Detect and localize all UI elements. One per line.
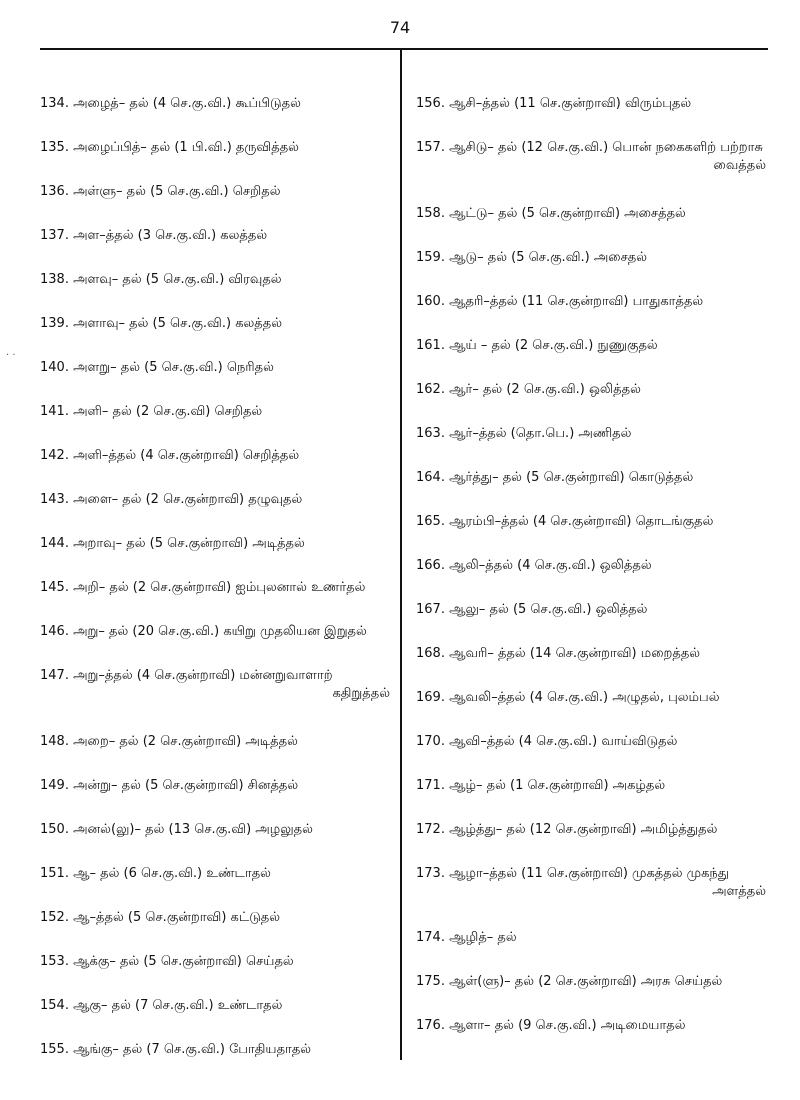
entry-number: 156. bbox=[416, 96, 445, 111]
entry-number: 140. bbox=[40, 360, 69, 375]
entry-text: அறு– தல் (20 செ.கு.வி.) கயிறு முதலியன இறுதல் bbox=[73, 624, 367, 639]
verb-entry bbox=[416, 821, 766, 839]
entry-text: ஆள்(ளு)– தல் (2 செ.குன்றாவி) அரசு செய்தல் bbox=[449, 974, 723, 989]
entry-text: அறி– தல் (2 செ.குன்றாவி) ஐம்புலனால் உணர்தல் bbox=[73, 580, 366, 595]
verb-entry bbox=[416, 1017, 766, 1035]
entry-text: ஆர்–த்தல் (தொ.பெ.) அணிதல் bbox=[449, 426, 632, 441]
verb-entry bbox=[416, 777, 766, 795]
entry-number: 166. bbox=[416, 558, 445, 573]
verb-entry bbox=[416, 205, 766, 223]
entry-number: 159. bbox=[416, 250, 445, 265]
verb-entry bbox=[416, 865, 766, 901]
entry-number: 163. bbox=[416, 426, 445, 441]
entry-number: 157. bbox=[416, 140, 445, 155]
entry-number: 154. bbox=[40, 998, 69, 1013]
entry-text: ஆவரி– த்தல் (14 செ.குன்றாவி) மறைத்தல் bbox=[449, 646, 701, 661]
entry-text: ஆதரி–த்தல் (11 செ.குன்றாவி) பாதுகாத்தல் bbox=[449, 294, 704, 309]
entry-number: 158. bbox=[416, 206, 445, 221]
entry-text: ஆழா–த்தல் (11 செ.குன்றாவி) முகத்தல் முகந்து bbox=[449, 866, 730, 881]
entry-text: அளவு– தல் (5 செ.கு.வி.) விரவுதல் bbox=[73, 272, 282, 287]
entry-number: 153. bbox=[40, 954, 69, 969]
entry-text: ஆகு– தல் (7 செ.கு.வி.) உண்டாதல் bbox=[73, 998, 283, 1013]
entry-text: அன்று– தல் (5 செ.குன்றாவி) சினத்தல் bbox=[73, 778, 299, 793]
entry-text: அளறு– தல் (5 செ.கு.வி.) நெரிதல் bbox=[73, 360, 274, 375]
entry-number: 155. bbox=[40, 1042, 69, 1057]
entry-text: ஆவி–த்தல் (4 செ.கு.வி.) வாய்விடுதல் bbox=[449, 734, 678, 749]
entry-number: 142. bbox=[40, 448, 69, 463]
entry-number: 174. bbox=[416, 930, 445, 945]
entry-number: 147. bbox=[40, 668, 69, 683]
entry-text: ஆடு– தல் (5 செ.கு.வி.) அசைதல் bbox=[449, 250, 648, 265]
entry-continuation: கதிறுத்தல் bbox=[332, 686, 390, 701]
verb-entry bbox=[416, 469, 766, 487]
entry-number: 137. bbox=[40, 228, 69, 243]
page-number: 74 bbox=[389, 18, 411, 37]
verb-entry bbox=[416, 139, 766, 175]
entry-text: அழைத்– தல் (4 செ.கு.வி.) கூப்பிடுதல் bbox=[73, 96, 301, 111]
entry-text: ஆர்த்து– தல் (5 செ.குன்றாவி) கொடுத்தல் bbox=[449, 470, 694, 485]
entry-number: 167. bbox=[416, 602, 445, 617]
entry-text: அள–த்தல் (3 செ.கு.வி.) கலத்தல் bbox=[73, 228, 268, 243]
verb-entry bbox=[416, 689, 766, 707]
entry-text: ஆர்– தல் (2 செ.கு.வி.) ஒலித்தல் bbox=[449, 382, 641, 397]
entry-text: ஆ–த்தல் (5 செ.குன்றாவி) கட்டுதல் bbox=[73, 910, 281, 925]
verb-entry bbox=[416, 513, 766, 531]
entry-number: 152. bbox=[40, 910, 69, 925]
entry-text: ஆழித்– தல் bbox=[449, 930, 517, 945]
entry-text: ஆய் – தல் (2 செ.கு.வி.) நுணுகுதல் bbox=[449, 338, 658, 353]
entry-number: 162. bbox=[416, 382, 445, 397]
entry-number: 173. bbox=[416, 866, 445, 881]
entry-number: 146. bbox=[40, 624, 69, 639]
entry-text: ஆலு– தல் (5 செ.கு.வி.) ஒலித்தல் bbox=[449, 602, 648, 617]
entry-number: 149. bbox=[40, 778, 69, 793]
verb-entry bbox=[416, 293, 766, 311]
entry-number: 141. bbox=[40, 404, 69, 419]
entry-text: அறாவு– தல் (5 செ.குன்றாவி) அடித்தல் bbox=[73, 536, 305, 551]
verb-entry bbox=[416, 973, 766, 991]
entry-continuation: அளத்தல் bbox=[712, 884, 766, 899]
entry-number: 170. bbox=[416, 734, 445, 749]
verb-entry bbox=[416, 733, 766, 751]
verb-entry bbox=[416, 557, 766, 575]
verb-entry bbox=[416, 249, 766, 267]
entry-text: அளை– தல் (2 செ.குன்றாவி) தழுவுதல் bbox=[73, 492, 303, 507]
entry-text: அளி– தல் (2 செ.கு.வி) செறிதல் bbox=[73, 404, 263, 419]
verb-entry bbox=[416, 381, 766, 399]
entry-text: அறை– தல் (2 செ.குன்றாவி) அடித்தல் bbox=[73, 734, 298, 749]
entry-number: 171. bbox=[416, 778, 445, 793]
entry-text: ஆழ்– தல் (1 செ.குன்றாவி) அகழ்தல் bbox=[449, 778, 666, 793]
entry-number: 176. bbox=[416, 1018, 445, 1033]
entry-text: ஆ– தல் (6 செ.கு.வி.) உண்டாதல் bbox=[73, 866, 271, 881]
entry-text: அள்ளு– தல் (5 செ.கு.வி.) செறிதல் bbox=[73, 184, 281, 199]
entry-text: அளாவு– தல் (5 செ.கு.வி.) கலத்தல் bbox=[73, 316, 283, 331]
entry-number: 138. bbox=[40, 272, 69, 287]
verb-entry bbox=[416, 929, 766, 947]
entry-number: 168. bbox=[416, 646, 445, 661]
entry-number: 151. bbox=[40, 866, 69, 881]
entry-text: ஆசிடு– தல் (12 செ.கு.வி.) பொன் நகைகளிற் பற்றாசு bbox=[449, 140, 763, 155]
entry-text: அனல்(லு)– தல் (13 செ.கு.வி) அழலுதல் bbox=[73, 822, 313, 837]
entry-text: அறு–த்தல் (4 செ.குன்றாவி) மன்னறுவாளாற் bbox=[73, 668, 333, 683]
entry-number: 160. bbox=[416, 294, 445, 309]
entry-continuation: வைத்தல் bbox=[713, 158, 766, 173]
entry-text: ஆரம்பி–த்தல் (4 செ.குன்றாவி) தொடங்குதல் bbox=[449, 514, 714, 529]
entry-number: 165. bbox=[416, 514, 445, 529]
entry-number: 134. bbox=[40, 96, 69, 111]
entry-number: 144. bbox=[40, 536, 69, 551]
entry-number: 175. bbox=[416, 974, 445, 989]
entry-number: 145. bbox=[40, 580, 69, 595]
verb-entry bbox=[416, 601, 766, 619]
entry-text: ஆலி–த்தல் (4 செ.கு.வி.) ஒலித்தல் bbox=[449, 558, 652, 573]
entry-text: ஆழ்த்து– தல் (12 செ.குன்றாவி) அமிழ்த்துதல் bbox=[449, 822, 718, 837]
verb-entry bbox=[416, 645, 766, 663]
entry-number: 169. bbox=[416, 690, 445, 705]
entry-text: ஆக்கு– தல் (5 செ.குன்றாவி) செய்தல் bbox=[73, 954, 294, 969]
entry-number: 139. bbox=[40, 316, 69, 331]
margin-speck: . . bbox=[6, 347, 16, 358]
entry-number: 135. bbox=[40, 140, 69, 155]
entry-text: ஆளா– தல் (9 செ.கு.வி.) அடிமையாதல் bbox=[449, 1018, 686, 1033]
entry-text: ஆசி–த்தல் (11 செ.குன்றாவி) விரும்புதல் bbox=[449, 96, 692, 111]
entry-text: அழைப்பித்– தல் (1 பி.வி.) தருவித்தல் bbox=[73, 140, 299, 155]
entry-text: ஆட்டு– தல் (5 செ.குன்றாவி) அசைத்தல் bbox=[449, 206, 686, 221]
entry-text: ஆங்கு– தல் (7 செ.கு.வி.) போதியதாதல் bbox=[73, 1042, 312, 1057]
verb-entry bbox=[416, 95, 766, 113]
entry-text: அளி–த்தல் (4 செ.குன்றாவி) செறித்தல் bbox=[73, 448, 300, 463]
entry-number: 164. bbox=[416, 470, 445, 485]
entry-number: 143. bbox=[40, 492, 69, 507]
entry-number: 136. bbox=[40, 184, 69, 199]
entry-number: 161. bbox=[416, 338, 445, 353]
verb-entry bbox=[416, 425, 766, 443]
entry-number: 150. bbox=[40, 822, 69, 837]
entry-text: ஆவலி–த்தல் (4 செ.கு.வி.) அழுதல், புலம்பல் bbox=[449, 690, 720, 705]
entry-number: 148. bbox=[40, 734, 69, 749]
entry-number: 172. bbox=[416, 822, 445, 837]
verb-entry bbox=[416, 337, 766, 355]
